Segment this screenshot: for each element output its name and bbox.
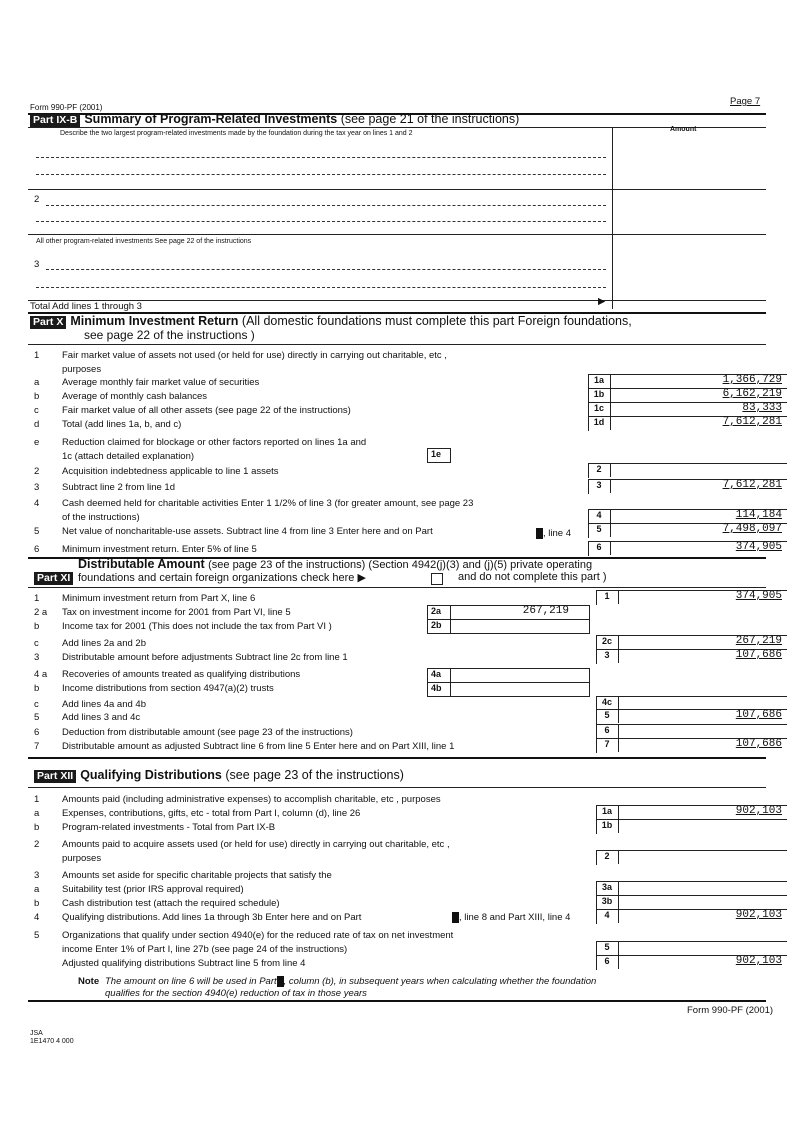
part-xi-line-number: 4 a (34, 669, 48, 680)
part-x-line-label: 6 (596, 542, 602, 552)
part-x-line-text: Subtract line 2 from line 1d (62, 482, 176, 493)
part-xii-line-text: Amounts paid to acquire assets used (or held for use) directly in carrying out charitable, etc , (62, 839, 450, 850)
part-x-line-number: d (34, 419, 40, 430)
part-xi-cell-divider (618, 635, 619, 649)
part-x-line-number: b (34, 391, 40, 402)
part-xi-cell-divider (618, 696, 619, 710)
part-x-cell-divider (610, 374, 611, 388)
part-xii-line-number: 4 (34, 912, 40, 923)
part-xii-line-text: Amounts paid (including administrative expenses) to accomplish charitable, etc , purposes (62, 794, 441, 805)
part-xi-amount-value: 374,905 (735, 590, 782, 602)
part-x-line-number: 2 (34, 466, 40, 477)
part-x-line-label: 4 (596, 510, 602, 520)
part-xi-line-label: 5 (604, 710, 610, 720)
part-ixb-badge: Part IX-B (30, 114, 80, 127)
part-xii-heading (34, 768, 404, 783)
part-xi-line-text: Add lines 3 and 4c (62, 712, 141, 723)
part-x-line5-suffix: , line 4 (536, 528, 571, 539)
part-xii-line-text: Expenses, contributions, gifts, etc - total from Part I, column (d), line 26 (62, 808, 361, 819)
part-x-cell-divider (610, 509, 611, 523)
line2-rule (28, 234, 766, 235)
part-xi-cell-divider (618, 738, 619, 752)
part-x-amount-value: 7,612,281 (722, 416, 782, 428)
line1-rule (28, 189, 766, 190)
part-xii-line-label: 3b (601, 896, 613, 906)
line-2b-amount[interactable] (449, 619, 590, 634)
part-x-line-text: Fair market value of all other assets (see page 22 of the instructions) (62, 405, 351, 416)
note-label: Note (78, 976, 100, 987)
part-x-cell-divider (610, 402, 611, 416)
part-x-cell-divider (610, 416, 611, 430)
part-xii-line-label: 2 (604, 851, 610, 861)
part-x-line-text: Reduction claimed for blockage or other factors reported on lines 1a and (62, 437, 367, 448)
part-xi-title-line (78, 557, 592, 571)
part-xi-line-label: 6 (604, 725, 610, 735)
part-ixb-title: Summary of Program-Related Investments (84, 112, 338, 126)
part-ixb-title-rest: (see page 21 of the instructions) (340, 112, 520, 126)
part-x-line-text: of the instructions) (62, 512, 140, 523)
part-ixb-describe: Describe the two largest program-related investments made by the foundation during the tax year on lines 1 and 2 (60, 130, 413, 137)
part-xii-amount-cell[interactable] (596, 895, 787, 910)
part-x-cell-divider (610, 388, 611, 402)
form-reference: Form 990-PF (2001) (30, 103, 103, 112)
note-text: The amount on line 6 will be used in Part , column (b), in subsequent years when calculating whether the foundation (105, 976, 597, 988)
part-x-line-number: 5 (34, 526, 40, 537)
part-xi-amount-cell[interactable] (596, 724, 787, 739)
part-xii-line-number: 5 (34, 930, 40, 941)
other-investments-label: All other program-related investments See page 22 of the instructions (36, 238, 252, 245)
line-1e-box[interactable] (427, 448, 451, 463)
part-x-cell-divider (610, 541, 611, 555)
part-x-amount-value: 1,366,729 (722, 374, 782, 386)
part-x-amount-value: 7,612,281 (722, 479, 782, 491)
part-xii-line-label: 5 (604, 942, 610, 952)
part-xii-amount-cell[interactable] (596, 819, 787, 834)
part-x-line-label: 1c (593, 403, 604, 413)
part-x-line-text: Cash deemed held for charitable activities Enter 1 1/2% of line 3 (for greater amount, see page 23 (62, 498, 474, 509)
part-xii-rule (28, 787, 766, 788)
part-xii-line-label: 1b (601, 820, 613, 830)
part-xi-line-label: 2c (601, 636, 612, 646)
part-xi-line-text: Income tax for 2001 (This does not include the tax from Part VI ) (62, 621, 332, 632)
part-xii-amount-value: 902,103 (735, 909, 782, 921)
part-xi-line-number: 7 (34, 741, 40, 752)
redacted-block-icon (536, 528, 543, 539)
part-xii-badge: Part XII (34, 770, 76, 783)
part-x-amount-value: 114,184 (735, 509, 782, 521)
part-x-line-label: 1a (593, 375, 604, 385)
part-ixb-column-divider (612, 127, 613, 309)
line2-entry-2[interactable] (36, 221, 606, 222)
part-xi-amount-value: 107,686 (735, 649, 782, 661)
amount-column-header: Amount (670, 126, 697, 133)
part-xii-line-text: Organizations that qualify under section 4940(e) for the reduced rate of tax on net investment (62, 930, 454, 941)
redacted-block-icon (452, 912, 459, 923)
part-ixb-rule (28, 127, 766, 128)
part-xi-title-rest2: foundations and certain foreign organizations check here ▶ (78, 572, 366, 584)
part-xi-line-text: Add lines 4a and 4b (62, 699, 146, 710)
part-xii-amount-cell[interactable] (596, 881, 787, 896)
part-x-line-label: 5 (596, 524, 602, 534)
line2-number: 2 (34, 194, 40, 205)
part-xii-line-number: a (34, 884, 40, 895)
part-x-line-text: Total (add lines 1a, b, and c) (62, 419, 182, 430)
part-xii-amount-value: 902,103 (735, 955, 782, 967)
part-xi-line-number: 5 (34, 712, 40, 723)
part-x-badge: Part X (30, 316, 66, 329)
part-xi-line-text: Minimum investment return from Part X, line 6 (62, 593, 256, 604)
part-xii-line-text: Adjusted qualifying distributions Subtract line 5 from line 4 (62, 958, 306, 969)
part-xi-line-text: Recoveries of amounts treated as qualifying distributions (62, 669, 301, 680)
total-label: Total Add lines 1 through 3 (30, 301, 142, 312)
part-xi-line-text: Deduction from distributable amount (see page 23 of the instructions) (62, 727, 353, 738)
part-x-title-rest2: see page 22 of the instructions ) (84, 328, 255, 342)
part-x-line-text: Acquisition indebtedness applicable to line 1 assets (62, 466, 279, 477)
part-xii-line-text: Program-related investments - Total from Part IX-B (62, 822, 276, 833)
part-xii-line-label: 6 (604, 956, 610, 966)
foreign-org-checkbox[interactable] (431, 573, 443, 585)
line3-number: 3 (34, 259, 40, 270)
part-x-line-label: 1d (593, 417, 605, 427)
part-xii-line-text: Cash distribution test (attach the required schedule) (62, 898, 280, 909)
part-x-amount-value: 7,498,097 (722, 523, 782, 535)
total-arrow-icon: ▶ (598, 296, 606, 307)
part-xii-cell-divider (618, 819, 619, 833)
part-xi-line-number: c (34, 638, 39, 649)
line3-entry[interactable] (46, 269, 606, 270)
part-xii-line-text: purposes (62, 853, 102, 864)
part-xi-line-number: 1 (34, 593, 40, 604)
part-xii-line-text: income Enter 1% of Part I, line 27b (see page 24 of the instructions) (62, 944, 348, 955)
redacted-block-icon (277, 976, 284, 987)
part-xii-top-rule (28, 757, 766, 759)
part-x-line-text: Fair market value of assets not used (or held for use) directly in carrying out charitable, etc , (62, 350, 447, 361)
part-x-line-text: Average of monthly cash balances (62, 391, 208, 402)
part-xi-line-text: Distributable amount before adjustments Subtract line 2c from line 1 (62, 652, 348, 663)
part-x-line-number: a (34, 377, 40, 388)
part-ixb-heading (30, 112, 519, 127)
part-x-amount-cell[interactable] (588, 463, 787, 478)
part-xii-cell-divider (618, 850, 619, 864)
part-xii-line-text: Suitability test (prior IRS approval required) (62, 884, 244, 895)
part-xi-line-text: Distributable amount as adjusted Subtract line 6 from line 5 Enter here and on Part XIII, line 1 (62, 741, 455, 752)
line-4b-amount[interactable] (449, 682, 590, 697)
part-xi-cell-divider (618, 590, 619, 604)
part-x-line-text: purposes (62, 364, 102, 375)
line1-entry[interactable] (36, 157, 606, 158)
part-xii-line-label: 4 (604, 910, 610, 920)
part-xi-title-rest3: and do not complete this part ) (458, 571, 607, 583)
part-xi-line-text: Tax on investment income for 2001 from Part VI, line 5 (62, 607, 291, 618)
part-x-line-text: Minimum investment return. Enter 5% of line 5 (62, 544, 257, 555)
part-x-title: Minimum Investment Return (70, 314, 239, 328)
line-4b-box[interactable]: 4b (427, 682, 451, 697)
part-x-cell-divider (610, 463, 611, 477)
part-xi-cell-divider (618, 724, 619, 738)
part-xi-line-number: b (34, 621, 40, 632)
part-xi-title-rest: (see page 23 of the instructions) (Section 4942(j)(3) and (j)(5) private operating (208, 559, 593, 571)
part-xii-line-number: 1 (34, 794, 40, 805)
part-xi-badge: Part XI (34, 572, 73, 585)
part-xi-line-number: c (34, 699, 39, 710)
part-xi-line-number: b (34, 683, 40, 694)
part-xi-cell-divider (618, 649, 619, 663)
part-x-amount-value: 6,162,219 (722, 388, 782, 400)
part-xii-line-number: 2 (34, 839, 40, 850)
line-2a-box[interactable]: 2a (427, 605, 451, 620)
part-x-title-rest: (All domestic foundations must complete this part Foreign foundations, (241, 314, 632, 328)
part-xii-line4-suffix: , line 8 and Part XIII, line 4 (452, 912, 570, 923)
part-xi-line-label: 7 (604, 739, 610, 749)
part-x-cell-divider (610, 479, 611, 493)
part-xii-line-label: 3a (601, 882, 612, 892)
part-x-line-label: 1b (593, 389, 605, 399)
part-xii-line-number: a (34, 808, 40, 819)
line-2b-box[interactable]: 2b (427, 619, 451, 634)
part-xi-amount-value: 107,686 (735, 709, 782, 721)
footer-form-ref: Form 990-PF (2001) (687, 1005, 774, 1016)
part-xii-line-text: Qualifying distributions. Add lines 1a through 3b Enter here and on Part (62, 912, 362, 923)
line-2a-amount[interactable]: 267,219 (449, 605, 590, 620)
line2-entry[interactable] (46, 205, 606, 206)
part-xi-heading (34, 568, 77, 586)
line-1e-label: 1e (431, 449, 442, 459)
part-x-line-text: Average monthly fair market value of securities (62, 377, 260, 388)
part-xi-line-text: Add lines 2a and 2b (62, 638, 146, 649)
jsa-label: JSA (30, 1030, 43, 1037)
part-xi-amount-value: 267,219 (735, 635, 782, 647)
part-xii-amount-cell[interactable] (596, 941, 787, 956)
part-xii-amount-value: 902,103 (735, 805, 782, 817)
line3-entry-2[interactable] (36, 287, 606, 288)
part-xii-line-text: Amounts set aside for specific charitable projects that satisfy the (62, 870, 332, 881)
line-4a-amount[interactable] (449, 668, 590, 683)
part-xii-cell-divider (618, 941, 619, 955)
bottom-rule (28, 1000, 766, 1002)
part-xii-title: Qualifying Distributions (80, 768, 222, 782)
part-xii-title-rest: (see page 23 of the instructions) (225, 768, 404, 782)
part-xii-line-number: b (34, 822, 40, 833)
part-x-amount-value: 83,333 (742, 402, 782, 414)
part-x-line-text: 1c (attach detailed explanation) (62, 451, 195, 462)
part-xi-rule (28, 587, 766, 588)
part-x-amount-value: 374,905 (735, 541, 782, 553)
part-xi-line-label: 4c (601, 697, 612, 707)
part-x-cell-divider (610, 523, 611, 537)
part-xii-cell-divider (618, 805, 619, 819)
part-x-line-text: Net value of noncharitable-use assets. Subtract line 4 from line 3 Enter here and on Part (62, 526, 433, 537)
part-xi-line-number: 3 (34, 652, 40, 663)
part-xi-line-text: Income distributions from section 4947(a)(2) trusts (62, 683, 274, 694)
part-xii-cell-divider (618, 909, 619, 923)
part-xii-cell-divider (618, 895, 619, 909)
line-4a-box[interactable]: 4a (427, 668, 451, 683)
part-x-line-number: 3 (34, 482, 40, 493)
note-text-2: qualifies for the section 4940(e) reduction of tax in those years (105, 988, 367, 999)
page-number: Page 7 (730, 96, 761, 107)
part-x-line-number: 1 (34, 350, 40, 361)
part-xi-line-number: 2 a (34, 607, 48, 618)
form-code: 1E1470 4 000 (30, 1038, 74, 1045)
part-x-line-number: c (34, 405, 39, 416)
part-xii-line-number: 3 (34, 870, 40, 881)
part-xii-line-label: 1a (601, 806, 612, 816)
part-xi-line-number: 6 (34, 727, 40, 738)
part-xii-amount-cell[interactable] (596, 850, 787, 865)
part-xi-title: Distributable Amount (78, 557, 205, 571)
part-x-line-label: 3 (596, 480, 602, 490)
part-x-line-label: 2 (596, 464, 602, 474)
part-x-line-number: 4 (34, 498, 40, 509)
part-x-line-number: e (34, 437, 40, 448)
part-xii-cell-divider (618, 955, 619, 969)
part-xi-line-label: 3 (604, 650, 610, 660)
part-x-heading (30, 314, 632, 329)
part-xii-line-number: b (34, 898, 40, 909)
part-xii-cell-divider (618, 881, 619, 895)
part-x-rule (28, 344, 766, 345)
part-xi-line-label: 1 (604, 591, 610, 601)
part-xi-cell-divider (618, 709, 619, 723)
part-xi-amount-value: 107,686 (735, 738, 782, 750)
line1-entry-2[interactable] (36, 174, 606, 175)
part-x-line-number: 6 (34, 544, 40, 555)
